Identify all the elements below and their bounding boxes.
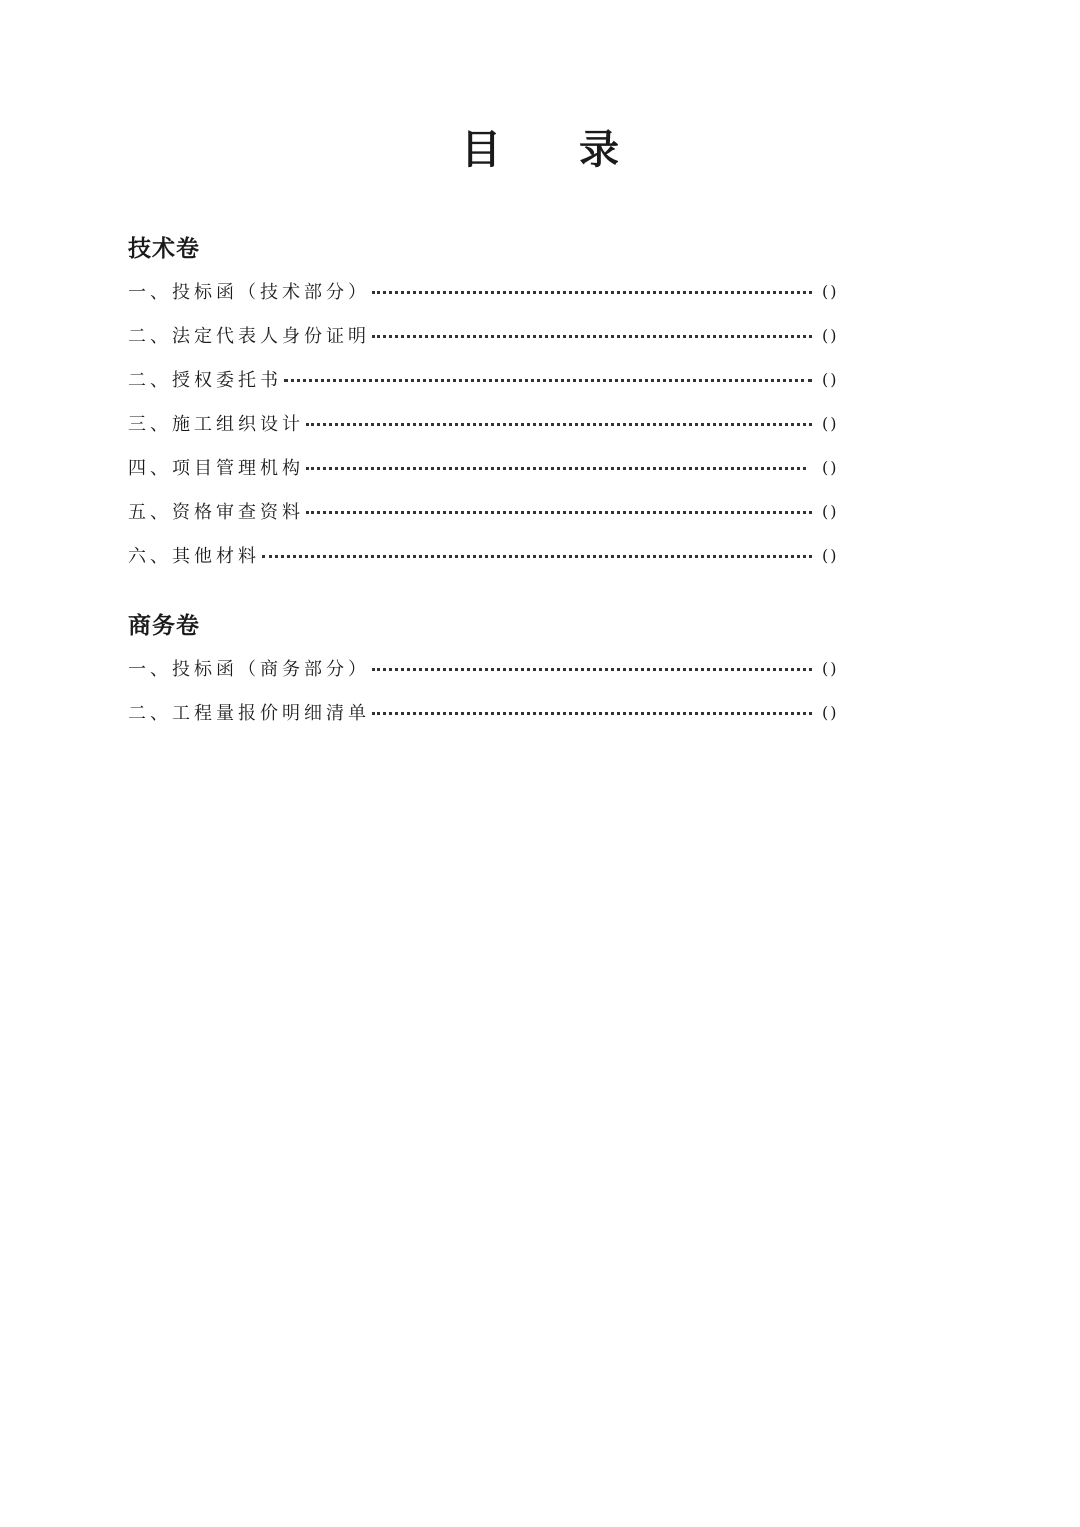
toc-entry-label: 三、施工组织设计	[128, 414, 304, 435]
toc-leader-dots	[306, 467, 806, 470]
toc-entry[interactable]	[128, 269, 848, 313]
toc-entry-label: 五、资格审查资料	[128, 502, 304, 523]
toc-leader-dots	[372, 335, 812, 338]
toc-leader-dots	[372, 668, 812, 671]
toc-page-number: ()	[822, 702, 839, 722]
toc-entry[interactable]	[128, 690, 848, 734]
toc-entry-label: 四、项目管理机构	[128, 458, 304, 479]
toc-entry[interactable]	[128, 313, 848, 357]
toc-entry-label: 二、法定代表人身份证明	[128, 326, 370, 347]
toc-entry[interactable]	[128, 357, 848, 401]
technical-section-heading: 技术卷	[128, 235, 200, 262]
toc-entry-label: 二、工程量报价明细清单	[128, 703, 370, 724]
toc-entry[interactable]	[128, 401, 848, 445]
toc-page-number: ()	[822, 501, 839, 521]
toc-leader-dots	[372, 712, 812, 715]
toc-page-number: ()	[822, 369, 839, 389]
toc-leader-dots	[306, 511, 812, 514]
toc-leader-dots	[306, 423, 812, 426]
technical-section	[128, 229, 848, 577]
commercial-section	[128, 606, 848, 734]
commercial-toc-list	[128, 646, 848, 734]
toc-entry-label: 二、授权委托书	[128, 370, 282, 391]
toc-page-number: ()	[822, 545, 839, 565]
toc-entry[interactable]	[128, 646, 848, 690]
toc-page-number: ()	[822, 413, 839, 433]
commercial-section-heading: 商务卷	[128, 612, 200, 639]
toc-page-number: ()	[822, 658, 839, 678]
toc-entry[interactable]	[128, 489, 848, 533]
toc-page-number: ()	[822, 325, 839, 345]
toc-page-number: ()	[822, 457, 839, 477]
page-title: 目 录	[461, 126, 651, 173]
toc-entry[interactable]	[128, 445, 848, 489]
toc-entry-label: 一、投标函（商务部分）	[128, 659, 370, 680]
toc-page-number: ()	[822, 281, 839, 301]
toc-leader-dots	[284, 379, 812, 382]
toc-leader-dots	[372, 291, 812, 294]
technical-toc-list	[128, 269, 848, 577]
toc-entry[interactable]	[128, 533, 848, 577]
toc-entry-label: 六、其他材料	[128, 546, 260, 567]
toc-entry-label: 一、投标函（技术部分）	[128, 282, 370, 303]
toc-leader-dots	[262, 555, 812, 558]
